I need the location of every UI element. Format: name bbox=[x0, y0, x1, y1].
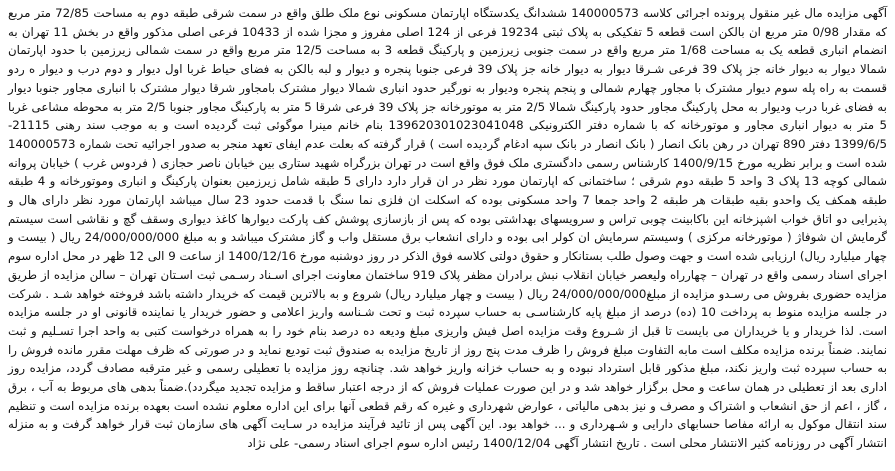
auction-notice-text: آگهی مزایده مال غیر منقول پرونده اجرائی کلاسه 140000573 ششدانگ یکدستگاه اپارتمان مسکونی نوع ملک طلق واقع در سمت شرقی طبقه دوم به مساحت 72/85 متر مربع که مقدار 0/98 متر مربع ان بالکن است قطعه 5 تفکیکی به پلاک ثبتی 19234 فرعی از 124 اصلی مفروز و مجزا شده از 10433 فرعی اصلی مذکور واقع در بخش 11 تهران به انضمام انباری قطعه یک به مساحت 1/68 متر مربع واقع در سمت جنوبی زیرزمین و پارکینگ قطعه 3 به مساحت 12/5 متر مربع واقع در سمت شمالی زیرزمین با حدود اپارتمان شمالا دیوار به دیوار خانه جز پلاک 39 فرعی شـرقا دیوار به دیوار خانه جز پلاک 39 فرعی جنوبا پنجره و دیوار و لبه بالکن به فضای حیاط غربا اول دیوار و دوم درب و دیوار ه ردو قسمت به راه پله سوم دیوار مشترک با مجاور چهارم شمالی و پنجم پنجره ودیوار به نورگیر حدود انباری شمالا دیوار مشترک بامجاور شرقا دیوار مشترک با انباری مجاور جنوبا دیوار به فضای غربا درب ودیوار به محل پارکینگ مجاور حدود پارکینگ شمالا 2/5 متر به موتورخانه جز پلاک 39 فرعی شرقا 5 متر به پارکینگ مجاور جنوبا 2/5 متر به محوطه مشاعی غربا 5 متر به دیوار انباری مجاور و موتورخانه که با شماره دفتر الکترونیکی 139620301023041048 بنام خانم مینرا موگوئی ثبت گردیده است و به موجب سند رهنی 21115-1399/6/5 دفتر 890 تهران در رهن بانک انصار ( بانک انصار در بانک سپه ادغام گردیده است ) قرار گرفته که بعلت عدم ایفای تعهد منجر به صدور اجرائیه تحت شماره 140000573 شده است و برابر نظریه مورخ 1400/9/15 کارشناس رسمی دادگستری ملک فوق واقع است در تهران بزرگراه شهید ستاری بین خیابان ناصر حجازی ( فردوس غرب ) خیابان پروانه شمالی کوچه 13 پلاک 3 واحد 5 طبقه دوم شرقی ؛ ساختمانی که اپارتمان مورد نظر در ان قرار دارد دارای 5 طبقه شامل زیرزمین بعنوان پارکینگ و انباری وموتورخانه و 4 طبقه طبقه همکف یک واحدو بقیه طبقات هر طبقه 2 واحد جمعا 7 واحد مسکونی بوده که اسکلت ان فلزی نما سنگ با قدمت حدود 23 سال میباشد اپارتمان مورد نظر دارای هال و پذیرایی دو اتاق خواب اشپزخانه این باکابینت چوبی تراس و سرویسهای بهداشتی بوده که پس از بازسازی پوشش کف پارکت دیوارها کاغذ دیواری وسقف گچ و نقاشی است سیستم گرمایش ان شوفاژ ( موتورخانه مرکزی ) وسیستم سرمایش ان کولر ابی بوده و دارای انشعاب برق مستقل واب و گاز مشترک میباشد و به مبلغ 24/000/000/000 ریال ( بیست و چهار میلیارد ریال) ارزیابی شده است و جهت وصول طلب بستانکار و حقوق دولتی کلاسه فوق الذکر در روز دوشنبه مورخ 1400/12/16 از ساعت 9 الی 12 ظهر در محل اداره سوم اجرای اسناد رسمی واقع در تهران – چهارراه ولیعصر خیابان انقلاب نبش برادران مظفر پلاک 919 ساختمان معاونت اجرای اسـناد رسـمی ثبت اسـتان تهران – سالن مزایده از طریق مزایده حضوری بفروش می رسـدو مزایده از مبلغ24/000/000/000 ریال ( بیست و چهار میلیارد ریال) شروع و به بالاترین قیمت که خریدار داشته باشد فروخته خواهد شـد . شرکت در جلسه مزایده منوط به پرداخت 10 (ده) درصد از مبلغ پایه کارشناسـی به حساب سپرده ثبت و تحت شـناسه واریز اعلامی و حضور خریدار یا نماینده قانونی او در جلسه مزایده است. لذا خریدار و یا خریداران می بایست تا قبل از شـروع وقت مزایده اصل فیش واریزی مبلغ ودیعه ده درصد بنام خود را به همراه درخواست کتبی به واحد اجرا تسـلیم و ثبت نمایند. ضمناً برنده مزایده مکلف است مابه التفاوت مبلغ فروش را ظرف مدت پنج روز از تاریخ مزایده به صندوق ثبت تودیع نماید و در صورتی که ظرف مهلت مقرر مانده فروش را به حساب سپرده ثبت واریز نکند، مبلغ مذکور قابل استرداد نبوده و به حساب خزانه واریز خواهد شد. چنانچه روز مزایده با تعطیلی رسمی و غیر مترقبه مصادف گردد، مزایده روز اداری بعد از تعطیلی در همان ساعت و محل برگزار خواهد شد و در این صورت عملیات فروش که از درجه اعتبار ساقط و مزایده تجدید میگردد).ضمناً بدهی های مربوط به آب ، برق ، گاز ، اعم از حق انشعاب و اشتراک و مصرف و نیز بدهی مالیاتی ، عوارض شهرداری و غیره که رقم قطعی آنها برای این اداره معلوم نشده است بعهده برنده مزایده است و تنظیم سند انتقال موکول به ارائه مفاصا حسابهای دارایی و شـهرداری و ... خواهد بود. این آگهی پس از تائید فرآیند مزایده در سـایت آگهی های سازمان ثبت قرار خواهد گرفت و به منزله انتشار آگهی در روزنامه کثیر الانتشار محلی است . تاریخ انتشار آگهی 1400/12/04 رئیس اداره سوم اجرای اسناد رسمی- علی نژاد bbox=[8, 6, 888, 451]
